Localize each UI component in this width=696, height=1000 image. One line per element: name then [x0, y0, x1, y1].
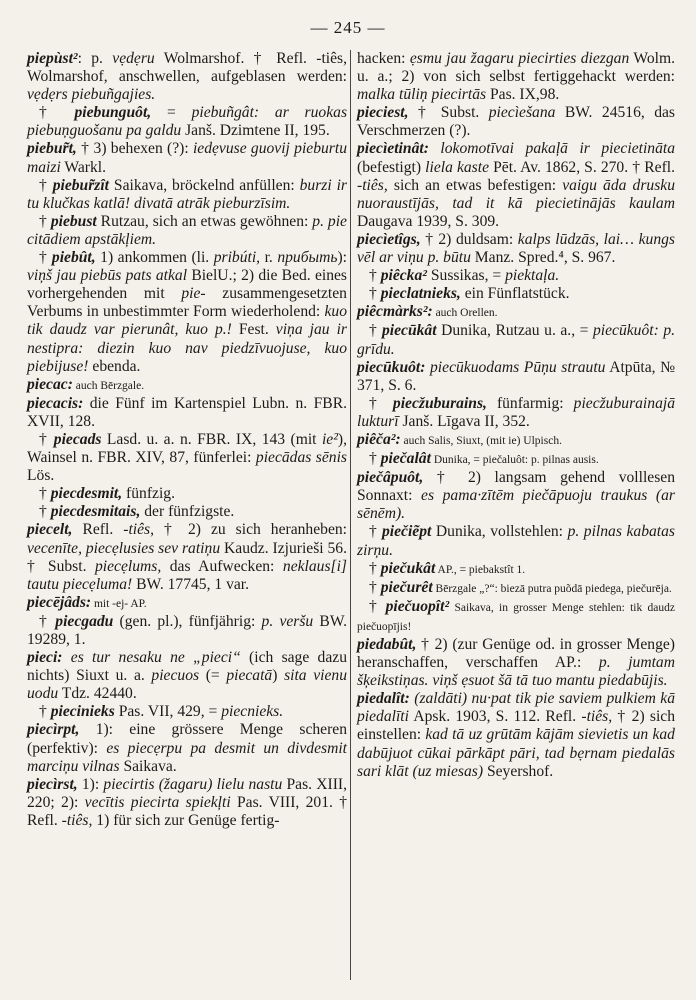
entry-text: ):: [337, 249, 347, 267]
entry-text: Dunika, Rutzau u. a., =: [436, 322, 593, 340]
entry-text: Pas. VIII, 201. † Refl.: [27, 793, 348, 829]
example-text: vẹdẹru: [112, 50, 155, 67]
headword: pieclatnieks,: [380, 285, 461, 303]
entry-text: Lasd. u. a. n. FBR. IX, 143 (mit: [101, 430, 322, 448]
entry-text: †: [39, 104, 75, 122]
example-text: iedẹvuse guovij pieburtu maizi: [27, 140, 347, 176]
dictionary-entry: [27, 104, 347, 140]
headword: piecacis:: [27, 394, 84, 412]
dictionary-entry: [357, 359, 675, 395]
example-text: kuo tik daudz var pierunât, kuo p.!: [27, 303, 347, 339]
entry-text: †: [39, 703, 51, 721]
entry-text: r.: [260, 249, 278, 267]
note-text: Saikava, in grosser Menge stehlen: tik daudz piečuopījis!: [357, 601, 675, 633]
note-text: Bērzgale „?“: biezā putra puõdā piedega, piečurēja.: [432, 582, 672, 595]
entry-text: (=: [199, 667, 227, 685]
entry-text: Manz. Spred.⁴, S. 967.: [470, 249, 616, 267]
headword: piêcka²: [380, 267, 427, 285]
dictionary-entry: [357, 431, 675, 450]
dictionary-entry: [27, 485, 347, 503]
entry-text: sich an etwas befestigen:: [387, 176, 563, 194]
entry-text: † 2) duldsam:: [420, 230, 518, 248]
entry-text: Dunika, vollstehlen:: [431, 523, 568, 541]
dictionary-entry: [357, 303, 675, 322]
entry-text: Apsk. 1903, S. 112. Refl.: [408, 708, 582, 726]
headword: piebût,: [51, 249, 96, 267]
entry-text: BW. 17745, 1 var.: [132, 575, 250, 593]
dictionary-entry: [27, 249, 347, 376]
note-text: auch Salis, Siuxt, (mit ie) Ulpisch.: [400, 434, 562, 447]
example-text: piecūkuodams Pūņu strautu: [425, 358, 606, 376]
headword: piepùst²: [27, 50, 78, 67]
example-text: piecādas sēnis: [255, 449, 347, 467]
dictionary-entry: [357, 322, 675, 358]
example-text: piecẹlums,: [94, 557, 162, 575]
example-text: vẹdẹrs piebuñgajies.: [27, 86, 156, 104]
headword: piecìetinât:: [357, 140, 429, 158]
column-divider: [350, 50, 351, 980]
entry-text: Atpūta, № 371, S. 6.: [357, 358, 675, 394]
example-text: прибыть: [277, 249, 338, 267]
example-text: piektaļa.: [505, 267, 560, 285]
entry-text: † 2) zu sich heranheben:: [154, 521, 348, 539]
entry-text: Janš. Dzimtene II, 195.: [181, 122, 330, 140]
example-text: viņš jau piebūs pats atkal: [27, 267, 188, 285]
entry-text: †: [39, 485, 51, 503]
entry-text: fünfzig.: [122, 485, 175, 503]
dictionary-entry: [27, 521, 347, 593]
headword: piecžuburains,: [392, 394, 487, 412]
dictionary-entry: [27, 213, 347, 249]
entry-text: Pas. VII, 429, =: [114, 703, 222, 721]
example-text: ẹsmu jau žagaru piecirties diezgan: [409, 50, 630, 67]
example-text: ie²: [321, 430, 338, 448]
entry-text: (gen. pl.), fünfjährig:: [113, 612, 262, 630]
dictionary-entry: [357, 285, 675, 303]
entry-text: : p.: [77, 50, 113, 67]
entry-text: Seyershof.: [483, 762, 554, 780]
note-text: AP., = piebakstît 1.: [435, 563, 526, 576]
headword: pieciest,: [357, 104, 409, 122]
headword: piecdesmit,: [50, 485, 123, 503]
example-text: -tiês,: [357, 176, 388, 194]
entry-text: †: [39, 249, 52, 267]
headword: piečiẽpt: [382, 523, 432, 541]
entry-text: ), Wainsel n. FBR. XIV, 87, fünferlei:: [27, 430, 347, 467]
example-text: piecnieks.: [221, 703, 284, 721]
example-text: p. jumtam šķeikstiņas. viņš ẹsuot šā tā tuo mantu piedabūjis.: [357, 654, 675, 690]
dictionary-entry: [27, 613, 347, 649]
headword: piebur̃t,: [27, 140, 77, 158]
example-text: es piecẹrpu pa desmit un divdesmit marciņu vilnas: [27, 739, 348, 775]
entry-text: †: [369, 394, 393, 412]
entry-text: Saikava, bröckelnd anfüllen:: [109, 176, 300, 194]
dictionary-entry: [357, 450, 675, 469]
dictionary-entry: [27, 503, 347, 521]
entry-text: der fünfzigste.: [140, 503, 235, 521]
example-text: -tiês,: [581, 708, 613, 726]
entry-text: Pas. XIII, 220; 2):: [27, 775, 347, 811]
dictionary-entry: [357, 50, 675, 104]
example-text: pribúti,: [213, 249, 261, 267]
example-text: piecuos: [151, 667, 200, 685]
entry-text: †: [369, 578, 381, 596]
entry-text: das Aufwecken:: [161, 557, 283, 575]
dictionary-entry: [27, 721, 347, 775]
dictionary-entry: [357, 598, 675, 636]
headword: piêcmàrks²:: [357, 303, 433, 321]
headword: piečurêt: [380, 578, 433, 596]
entry-text: 1) ankommen (li.: [95, 249, 214, 267]
entry-text: zusammengesetzten Verbums in unbestimmter Form wiederholend:: [27, 285, 347, 321]
entry-text: ebenda.: [88, 357, 141, 375]
example-text: es tur nesaku ne „pieci“: [62, 649, 241, 667]
entry-text: †: [369, 322, 382, 340]
dictionary-entry: [357, 231, 675, 267]
dictionary-entry: [27, 140, 347, 176]
entry-text: BW. 24516, das Verschmerzen (?).: [357, 104, 676, 140]
headword: piecads: [53, 430, 102, 448]
entry-text: die Fünf im Kartenspiel Lubn. n. FBR. XVII, 128.: [27, 394, 347, 430]
dictionary-entry: [357, 636, 675, 690]
dictionary-entry: [27, 395, 347, 431]
entry-text: (befestigt): [357, 158, 426, 176]
entry-text: †: [39, 430, 54, 448]
note-text: auch Bērzgale.: [72, 379, 145, 392]
dictionary-entry: [27, 431, 347, 485]
dictionary-entry: [27, 703, 347, 721]
example-text: (zaldāti) nu·pat tik pie saviem pulkiem kā piedalīti: [357, 690, 675, 726]
entry-text: Fest.: [231, 321, 276, 339]
headword: piečalât: [380, 450, 431, 468]
entry-text: Rutzau, sich an etwas gewöhnen:: [96, 212, 313, 230]
entry-text: † 2) sich einstellen:: [357, 708, 676, 744]
example-text: kalps lūdzās, lai… kungs vēl ar viņu p. būtu: [357, 230, 675, 267]
entry-text: (ich sage dazu nichts) Siuxt u. a.: [27, 649, 347, 685]
example-text: piecatā: [226, 667, 273, 685]
headword: piebur̃zît: [52, 176, 110, 194]
dictionary-entry: [27, 594, 347, 613]
entry-text: †: [39, 612, 56, 630]
example-text: viņa jau ir nestipra: diezin kuo nav piedzīvuojuse, kuo piebijuse!: [27, 321, 348, 375]
entry-text: † 3) behexen (?):: [76, 140, 193, 158]
dictionary-entry: [27, 177, 347, 213]
headword: piečukât: [380, 559, 436, 577]
entry-text: Wolmarshof. † Refl. -tiês, Wolmarshof, anschwellen, aufgeblasen werden:: [27, 50, 348, 86]
right-column: [357, 50, 675, 781]
dictionary-entry: [357, 140, 675, 230]
entry-text: † 2) langsam gehend volllesen Sonnaxt:: [357, 469, 675, 505]
example-text: burzi ir tu klučkas katlā! divatā atrāk pieburzīsim.: [27, 176, 347, 212]
dictionary-entry: [27, 376, 347, 395]
entry-text: ): [272, 667, 285, 685]
example-text: -tiês,: [61, 811, 93, 829]
headword: piecelt,: [27, 521, 73, 539]
entry-text: †: [39, 212, 51, 230]
entry-text: Warkl.: [60, 158, 107, 176]
example-text: piebuñgât: ar ruokas piebuņguošanu pa galdu: [27, 104, 348, 140]
example-text: vaigu āda drusku nuoraustījās, tad it kā piecietinājās kaulam: [357, 176, 676, 212]
dictionary-entry: [357, 267, 675, 285]
headword: piebunguôt,: [74, 104, 152, 122]
note-text: mit -ej- AP.: [91, 597, 147, 610]
entry-text: fünfarmig:: [486, 394, 574, 412]
example-text: p. veršu: [261, 612, 314, 630]
entry-text: BielU.; 2) die Bed. eines vorhergehenden mit: [27, 267, 348, 303]
example-text: p. pilnas kabatas zirņu.: [357, 523, 675, 559]
example-text: kad tā uz grūtām kājām sievietis un kad dabūjuot cūkai pārkāpt pāri, tad bẹrnam piedalās sari klāt (uz miesas): [357, 726, 675, 780]
entry-text: †: [369, 285, 381, 303]
dictionary-entry: [27, 776, 347, 830]
example-text: pie-: [181, 285, 206, 303]
example-text: p. pie citādiem apstākļiem.: [27, 212, 347, 248]
example-text: piecžuburainajā lukturī: [357, 394, 675, 430]
headword: piedabût,: [357, 636, 417, 653]
entry-text: † Subst.: [408, 104, 489, 122]
entry-text: Wolm. u. a.; 2) von sich selbst fertiggehackt werden:: [357, 50, 675, 86]
headword: piecūkuôt:: [357, 358, 426, 376]
example-text: piecūkuôt: p. grīdu.: [357, 322, 676, 358]
left-column: [27, 50, 347, 830]
entry-text: 1) für sich zur Genüge fertig-: [92, 811, 280, 829]
headword: piecìrst,: [27, 775, 78, 793]
entry-text: †: [369, 523, 382, 541]
dictionary-entry: [357, 104, 675, 140]
entry-text: †: [369, 450, 381, 468]
entry-text: Pēt. Av. 1862, S. 270. † Refl.: [489, 158, 676, 176]
headword: piecac:: [27, 375, 73, 393]
entry-text: Janš. Līgava II, 352.: [398, 412, 530, 430]
dictionary-entry: [357, 469, 675, 523]
example-text: vecenīte, piecẹlusies sev ratiņu: [27, 539, 221, 557]
entry-text: †: [369, 559, 381, 577]
headword: piecējâds:: [27, 593, 92, 611]
headword: piebust: [50, 212, 97, 230]
note-text: auch Orellen.: [432, 307, 498, 320]
dictionary-entry: [357, 395, 675, 431]
example-text: piecirtis (žagaru) lielu nastu: [103, 775, 283, 793]
entry-text: †: [369, 597, 386, 615]
example-text: neklaus[i] tautu piecẹluma!: [27, 557, 347, 593]
headword: piedalît:: [357, 690, 410, 708]
headword: piecinieks: [50, 703, 115, 721]
example-text: vecītis piecirta spiekļti: [84, 793, 231, 811]
entry-text: Saikava.: [119, 757, 177, 775]
headword: piêča²:: [357, 430, 401, 448]
entry-text: †: [39, 176, 53, 194]
headword: piecìetîgs,: [357, 230, 421, 248]
entry-text: Sussikas, =: [426, 267, 506, 285]
dictionary-entry: [357, 560, 675, 579]
entry-text: Kaudz. Izjurieši 56. † Subst.: [27, 539, 347, 575]
entry-text: † 2) (zur Genüge od. in grosser Menge) heranschaffen, verschaffen AP.:: [357, 636, 675, 672]
dictionary-entry: [27, 649, 347, 703]
entry-text: Daugava 1939, S. 309.: [357, 212, 500, 230]
headword: piecgadu: [55, 612, 114, 630]
dictionary-entry: [357, 579, 675, 598]
entry-text: 1):: [77, 775, 104, 793]
headword: piecdesmitais,: [50, 503, 141, 521]
headword: piečuopît²: [385, 597, 450, 615]
example-text: sita vienu uodu: [27, 667, 347, 703]
headword: piecūkât: [381, 322, 437, 340]
entry-text: Refl.: [72, 521, 124, 539]
entry-text: Lös.: [27, 467, 55, 485]
entry-text: BW. 19289, 1.: [27, 612, 347, 648]
example-text: liela kaste: [425, 158, 490, 176]
example-text: piecìešana: [488, 104, 556, 122]
dictionary-entry: [27, 50, 347, 104]
entry-text: †: [39, 503, 51, 521]
entry-text: ein Fünflatstück.: [460, 285, 570, 303]
headword: piecìrpt,: [27, 721, 80, 739]
example-text: -tiês,: [123, 521, 154, 539]
entry-text: †: [369, 267, 381, 285]
headword: pieci:: [27, 649, 63, 667]
dictionary-entry: [357, 690, 675, 780]
example-text: malka tūliņ piecirtās: [357, 86, 487, 104]
example-text: es pama·zītēm piečāpuoju traukus (ar sēnēm).: [357, 487, 675, 523]
entry-text: Pas. IX,98.: [486, 86, 560, 104]
entry-text: =: [151, 104, 192, 122]
entry-text: Tdz. 42440.: [58, 685, 137, 703]
note-text: Dunika, = piečaluôt: p. pilnas ausis.: [430, 454, 599, 467]
example-text: lokomotīvai pakaļā ir piecietināta: [428, 140, 675, 158]
dictionary-entry: [357, 523, 675, 559]
entry-text: 1): eine grössere Menge scheren (perfektiv):: [27, 721, 347, 757]
headword: piečâpuôt,: [357, 469, 424, 487]
page-number: — 245 —: [310, 18, 386, 37]
entry-text: hacken:: [357, 50, 410, 67]
